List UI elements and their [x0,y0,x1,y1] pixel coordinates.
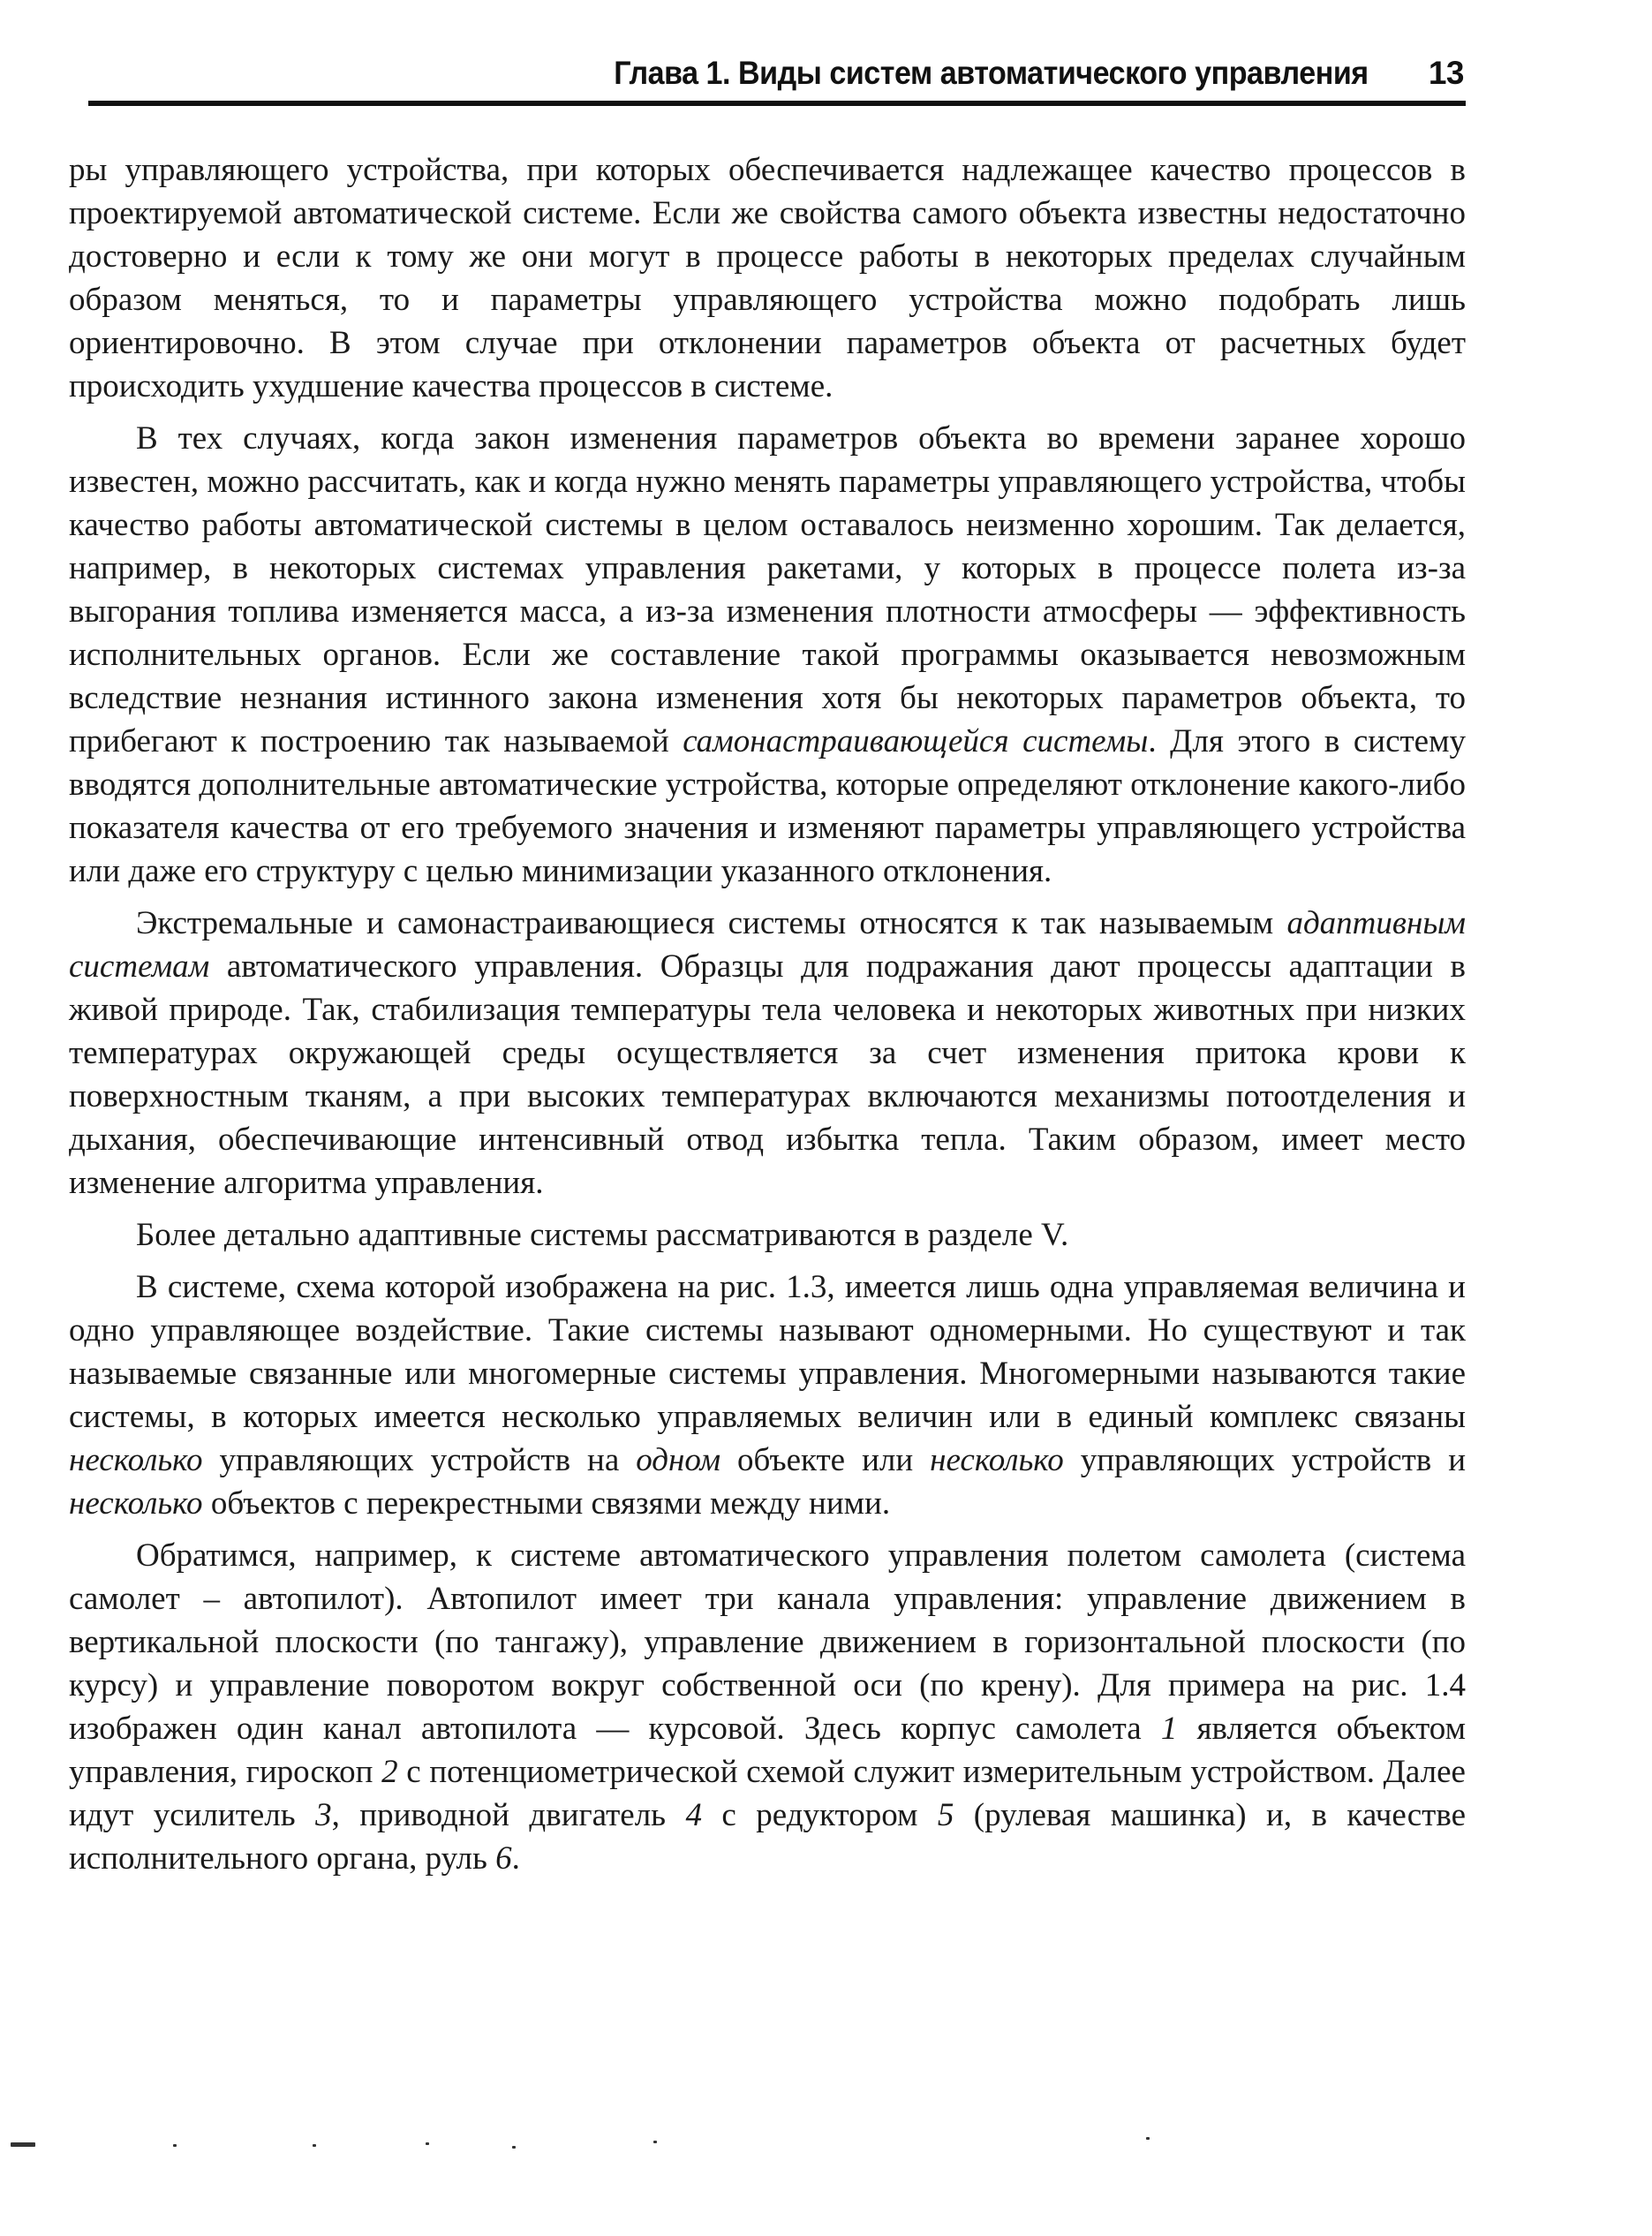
text-run: управляющих устройств на [202,1442,637,1478]
text-run: . [511,1840,520,1877]
emphasis-several: несколько [930,1442,1064,1478]
text-run: В тех случаях, когда закон изменения параметров объекта во времени заранее хорошо известен, можно рассчитать, как и когда нужно менять параметры управляющего устройства, чтобы качество работы автоматической системы в целом оставалось неизменно хорошим. Так делается, например, в некоторых системах управления ракетами, у которых в процессе полета из-за выгорания топлива изменяется масса, а из-за изменения плотности атмосферы — эффективность исполнительных органов. Если же составление такой программы оказывается невозможным вследствие незнания истинного закона изменения хотя бы некоторых параметров объекта, то прибегают к построению так называемой [69,420,1466,759]
text-run: Более детально адаптивные системы рассматриваются в разделе V. [136,1217,1069,1253]
paragraph-6 [69,1534,1466,1880]
emphasis-adaptive-systems-inline: адаптивным системам [69,905,1466,985]
text-run: с редуктором [702,1797,938,1833]
scan-speck [313,2144,316,2147]
body-text [69,148,1466,1880]
paragraph-4 [69,1213,1466,1257]
paragraph-2 [69,417,1466,893]
text-run: , приводной двигатель [331,1797,686,1833]
emphasis-one: одном [636,1442,721,1478]
text-run: Экстремальные и самонастраивающиеся системы относятся к так называемым [136,905,1287,941]
text-run: ры управляющего устройства, при которых обеспечивается надлежащее качество процессов в проектируемой автоматической системе. Если же свойства самого объекта известны недостаточно достоверно и если к тому же они могут в процессе работы в некоторых пределах случайным образом меняться, то и параметры управляющего устройства можно подобрать лишь ориентировочно. В этом случае при отклонении параметров объекта от расчетных будет происходить ухудшение качества процессов в системе. [69,152,1466,404]
paragraph-1 [69,148,1466,408]
scan-speck [173,2144,177,2147]
text-run: . Для этого в систему вводятся дополнительные автоматические устройства, которые определяют отклонение какого-либо показателя качества от его требуемого значения и изменяют параметры управляющего устройства или даже его структуру с целью минимизации указанного отклонения. [69,723,1466,889]
figure-ref-4: 4 [685,1797,702,1833]
text-run: является объектом управления, гироскоп [69,1711,1466,1790]
scan-speck [11,2142,35,2147]
scan-speck [426,2142,429,2145]
figure-ref-3: 3 [315,1797,332,1833]
chapter-title: Глава 1. Виды систем автоматического управления [614,55,1369,91]
header-rule [88,101,1466,106]
running-head [614,55,1466,108]
text-run: автоматического управления. Образцы для подражания дают процессы адаптации в живой природе. Так, стабилизация температуры тела человека и некоторых животных при низких температурах окружающей среды осуществляется за счет изменения притока крови к поверхностным тканям, а при высоких температурах включаются механизмы потоотделения и дыхания, обеспечивающие интенсивный отвод избытка тепла. Таким образом, имеет место изменение алгоритма управления. [69,948,1466,1201]
emphasis-several: несколько [69,1485,203,1522]
scan-speck [1146,2137,1150,2140]
emphasis-several: несколько [69,1442,203,1478]
text-run: Обратимся, например, к системе автоматического управления полетом самолета (система самолет – автопилот). Автопилот имеет три канала управления: управление движением в вертикальной плоскости (по тангажу), управление движением в горизонтальной плоскости (по курсу) и управление поворотом вокруг собственной оси (по крену). Для примера на рис. 1.4 изображен один канал автопилота — курсовой. Здесь корпус самолета [69,1537,1466,1747]
emphasis-self-tuning-system: самонастраивающейся системы [683,723,1149,759]
figure-ref-6: 6 [495,1840,512,1877]
figure-ref-2: 2 [381,1754,398,1790]
scan-speck [512,2146,516,2149]
page-number: 13 [1428,55,1464,91]
scan-specks [0,2137,1652,2164]
text-run: с потенциометрической схемой служит измерительным устройством. Далее идут усилитель [69,1754,1466,1833]
text-run: В системе, схема которой изображена на рис. 1.3, имеется лишь одна управляемая величина и одно управляющее воздействие. Такие системы называют одномерными. Но существуют и так называемые связанные или многомерные системы управления. Многомерными называются такие системы, в которых имеется несколько управляемых величин или в единый комплекс связаны [69,1269,1466,1435]
paragraph-5 [69,1265,1466,1525]
text-run: (рулевая машинка) и, в качестве исполнительного органа, руль [69,1797,1467,1877]
text-run: объектов с перекрестными связями между ними. [202,1485,891,1522]
text-run: объекте или [720,1442,931,1478]
figure-ref-5: 5 [937,1797,954,1833]
paragraph-3 [69,902,1466,1205]
scan-speck [653,2141,657,2143]
text-run: управляющих устройств и [1063,1442,1466,1478]
figure-ref-1: 1 [1160,1711,1178,1747]
